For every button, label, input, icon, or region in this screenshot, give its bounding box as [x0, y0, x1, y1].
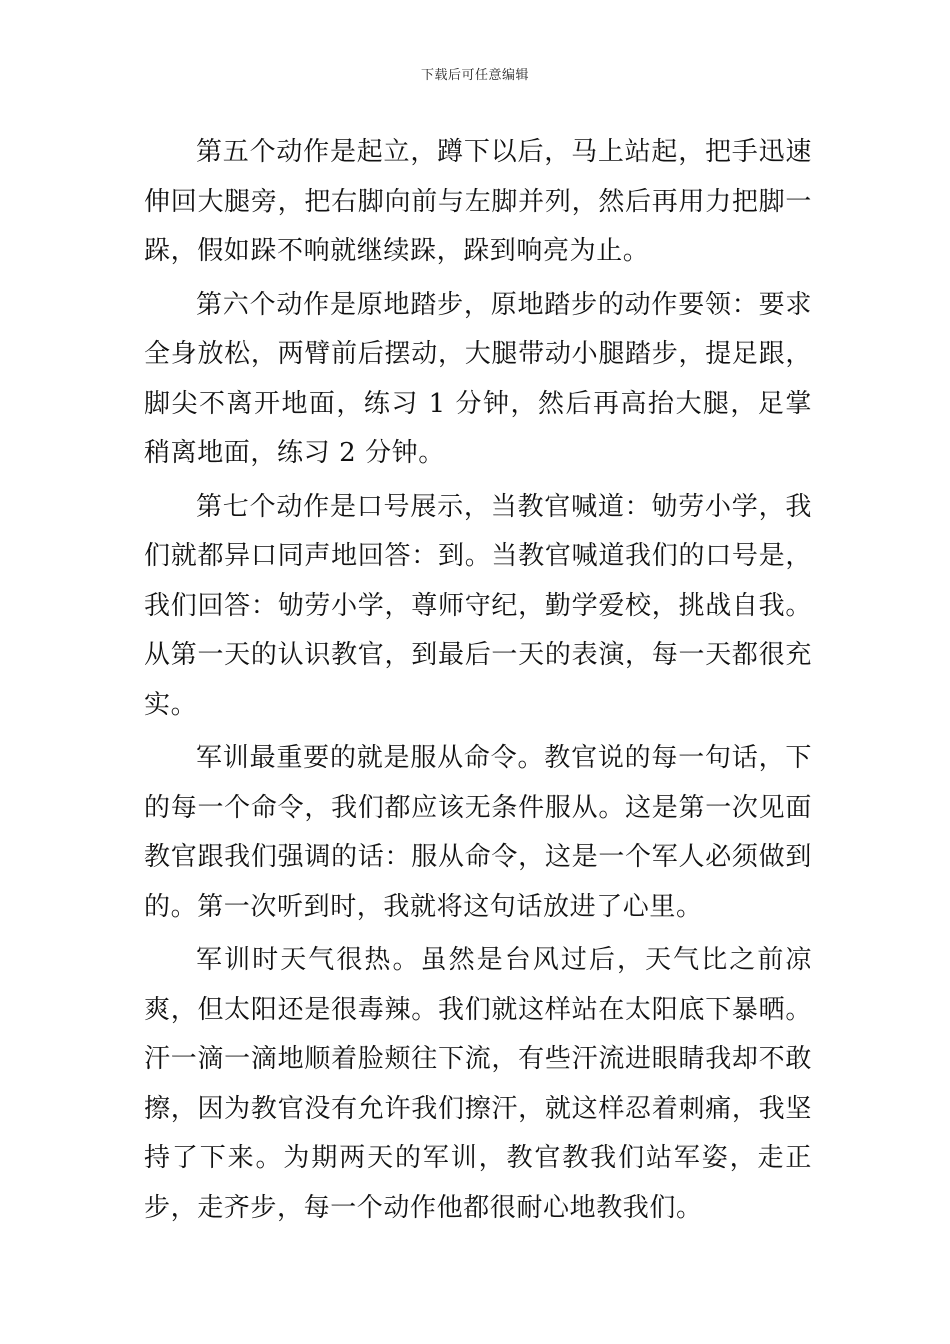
- paragraph-3: 第七个动作是口号展示，当教官喊道：劬劳小学，我们就都异口同声地回答：到。当教官喊道我们的口号是，我们回答：劬劳小学，尊师守纪，勤学爱校，挑战自我。从第一天的认识教官，到最后一天的表演，每一天都很充实。: [144, 491, 812, 720]
- document-body: [144, 128, 812, 1237]
- header-note: 下载后可任意编辑: [420, 68, 529, 83]
- paragraph-5: 军训时天气很热。虽然是台风过后，天气比之前凉爽，但太阳还是很毒辣。我们就这样站在太阳底下暴晒。汗一滴一滴地顺着脸颊往下流，有些汗流进眼睛我却不敢擦，因为教官没有允许我们擦汗，就这样忍着刺痛，我坚持了下来。为期两天的军训，教官教我们站军姿，走正步，走齐步，每一个动作他都很耐心地教我们。: [144, 945, 812, 1223]
- paragraph-2: 第六个动作是原地踏步，原地踏步的动作要领：要求全身放松，两臂前后摆动，大腿带动小腿踏步，提足跟，脚尖不离开地面，练习 1 分钟，然后再高抬大腿，足掌稍离地面，练习 2 分钟。: [144, 289, 812, 468]
- paragraph-4: 军训最重要的就是服从命令。教官说的每一句话，下的每一个命令，我们都应该无条件服从。这是第一次见面教官跟我们强调的话：服从命令，这是一个军人必须做到的。第一次听到时，我就将这句话放进了心里。: [144, 743, 812, 922]
- paragraph-1: 第五个动作是起立，蹲下以后，马上站起，把手迅速伸回大腿旁，把右脚向前与左脚并列，然后再用力把脚一跺，假如跺不响就继续跺，跺到响亮为止。: [144, 137, 812, 266]
